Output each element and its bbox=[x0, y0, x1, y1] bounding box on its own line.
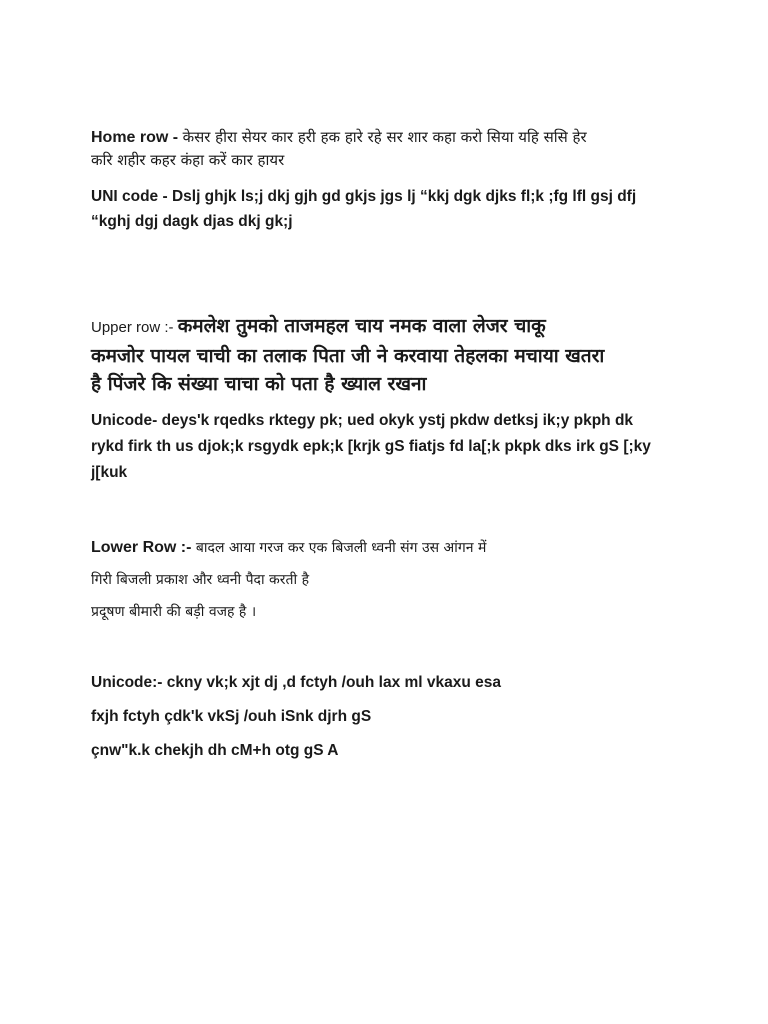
upper-row-block bbox=[91, 312, 691, 398]
upper-row-label: Upper row :- bbox=[91, 319, 178, 336]
upper-row-text-1: कमलेश तुमको ताजमहल चाय नमक वाला लेजर चाकू bbox=[177, 315, 546, 337]
home-row-label: Home row - bbox=[91, 129, 183, 146]
upper-unicode-line-3: j[kuk bbox=[91, 464, 128, 481]
lower-unicode-line-2: fxjh fctyh çdk'k vkSj /ouh iSnk djrh gS bbox=[91, 708, 372, 725]
upper-unicode-line-2: rykd firk th us djok;k rsgydk epk;k [krjk gS fiatjs fd la[;k pkpk dks irk gS [;ky bbox=[91, 438, 651, 455]
lower-row-text-1: बादल आया गरज कर एक बिजली ध्वनी संग उस आंगन में bbox=[195, 540, 487, 556]
upper-row-line-1 bbox=[91, 312, 691, 342]
home-row-text-1: केसर हीरा सेयर कार हरी हक हारे रहे सर शार कहा करो सिया यहि ससि हेर bbox=[182, 128, 587, 146]
home-unicode-line-1: UNI code - Dslj ghjk ls;j dkj gjh gd gkjs jgs lj “kkj dgk djks fl;k ;fg lfl gsj dfj bbox=[91, 188, 637, 205]
lower-row-block bbox=[91, 532, 691, 628]
home-row-block bbox=[91, 126, 691, 171]
upper-unicode-block bbox=[91, 408, 691, 486]
home-unicode-block bbox=[91, 184, 691, 234]
home-unicode-line-2: “kghj dgj dagk djas dkj gk;j bbox=[91, 213, 293, 230]
lower-unicode-block bbox=[91, 666, 691, 768]
lower-row-label: Lower Row :- bbox=[91, 539, 196, 556]
upper-row-text-3: है पिंजरे कि संख्या चाचा को पता है ख्याल रखना bbox=[91, 373, 427, 395]
lower-row-text-3: प्रदूषण बीमारी की बड़ी वजह है । bbox=[91, 604, 257, 620]
lower-row-text-2: गिरी बिजली प्रकाश और ध्वनी पैदा करती है bbox=[91, 572, 310, 588]
upper-row-text-2: कमजोर पायल चाची का तलाक पिता जी ने करवाया तेहलका मचाया खतरा bbox=[91, 345, 605, 367]
lower-row-line-1 bbox=[91, 532, 691, 564]
lower-unicode-line-1: Unicode:- ckny vk;k xjt dj ,d fctyh /ouh lax ml vkaxu esa bbox=[91, 674, 502, 691]
lower-unicode-line-3: çnw"k.k chekjh dh cM+h otg gS A bbox=[91, 742, 339, 759]
upper-unicode-line-1: Unicode- deys'k rqedks rktegy pk; ued okyk ystj pkdw detksj ik;y pkph dk bbox=[91, 412, 634, 429]
home-row-line-1 bbox=[91, 126, 691, 149]
home-row-text-2: करि शहीर कहर कंहा करें कार हायर bbox=[91, 151, 285, 169]
